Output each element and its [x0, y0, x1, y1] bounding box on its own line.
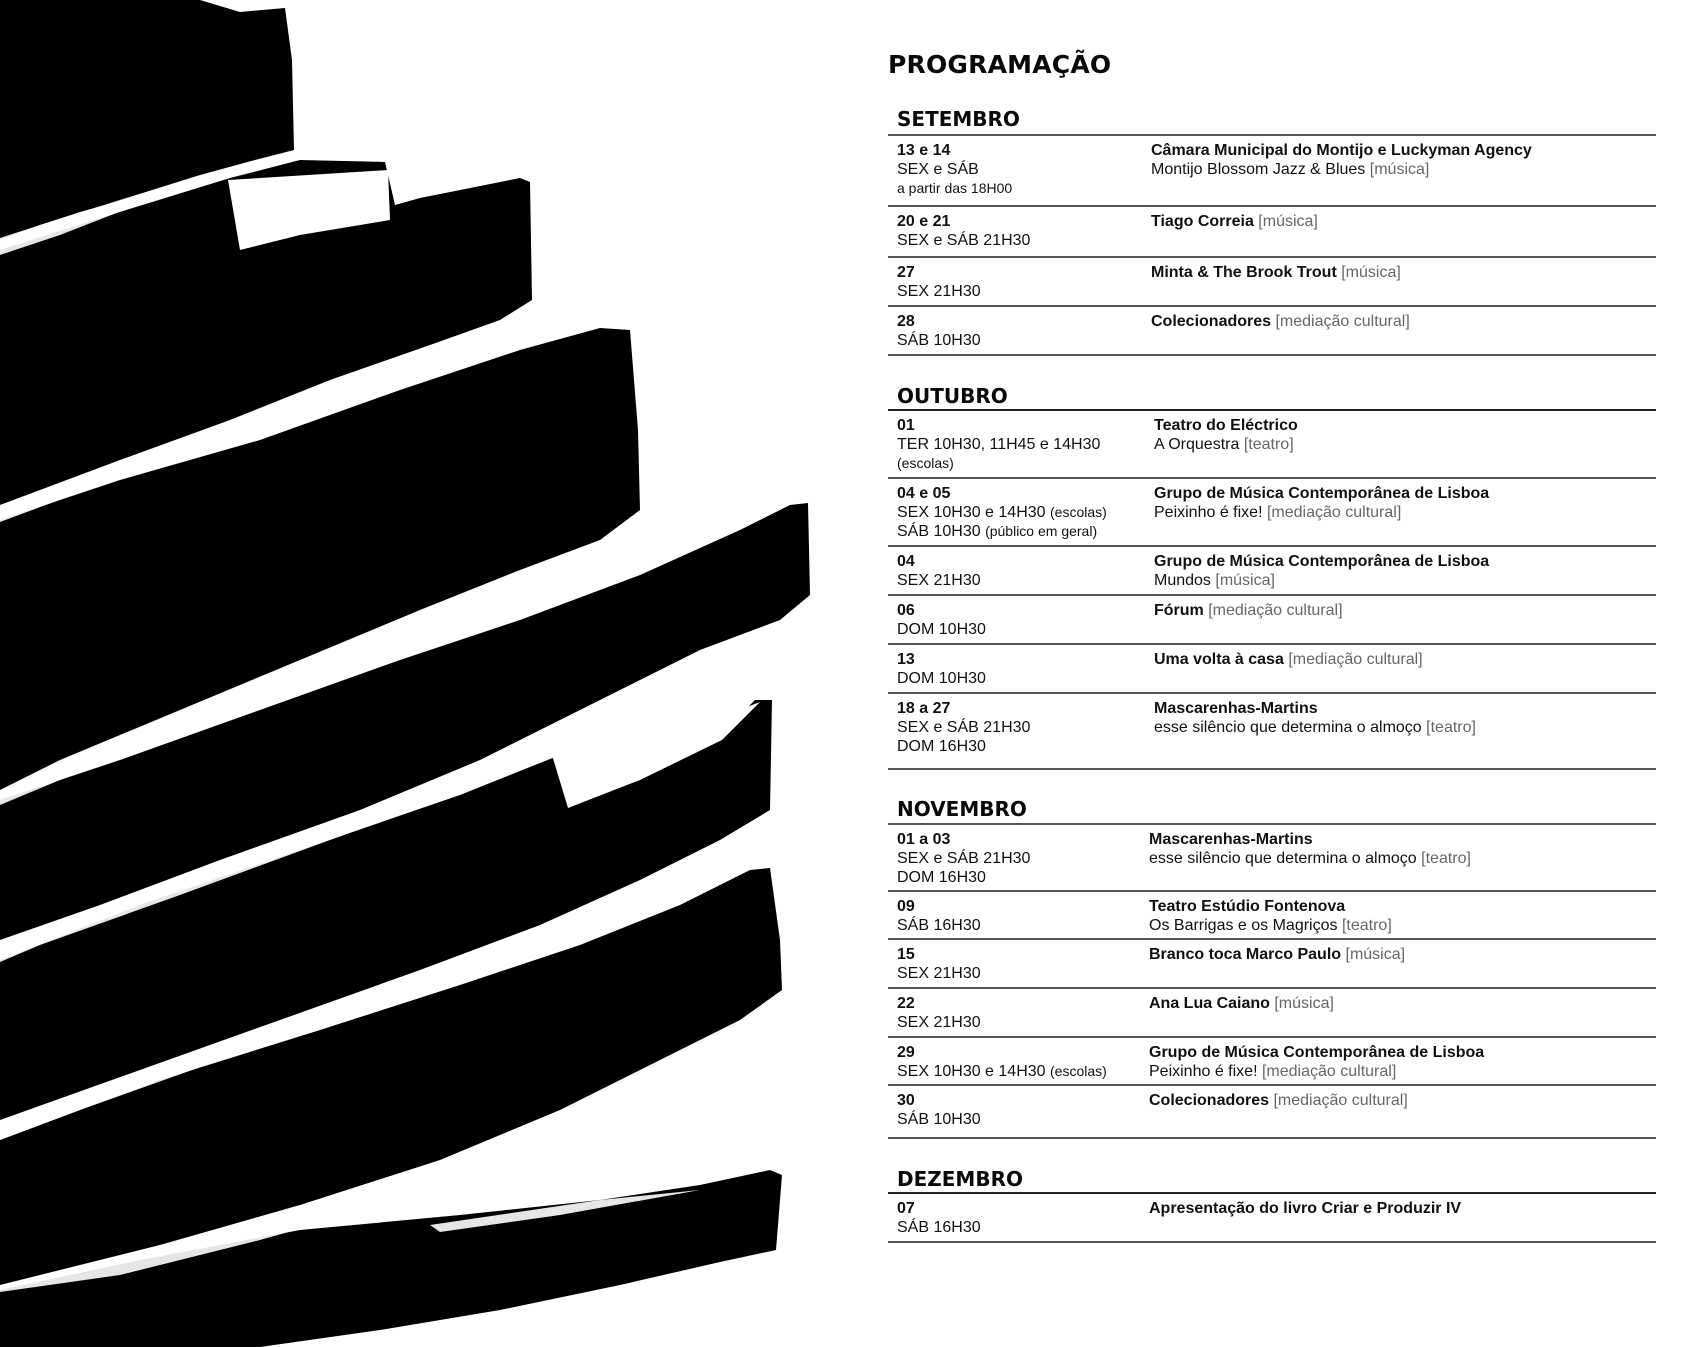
event-schedule: SEX 21H30: [897, 1014, 981, 1031]
event-category: [teatro]: [1243, 436, 1294, 453]
event-organizer: Grupo de Música Contemporânea de Lisboa: [1154, 553, 1490, 570]
month-section-dezembro: [888, 1166, 1656, 1243]
event-title: Uma volta à casa: [1154, 651, 1284, 668]
event-date: 06: [897, 602, 915, 619]
event-info-block: [1154, 650, 1654, 669]
event-schedule: SÁB 16H30: [897, 917, 981, 934]
event-date: 15: [897, 946, 915, 963]
event-row: [888, 1086, 1656, 1139]
event-category: [mediação cultural]: [1208, 602, 1343, 619]
event-info-block: [1149, 1199, 1649, 1218]
event-date: 01: [897, 417, 915, 434]
event-title: Peixinho é fixe!: [1149, 1063, 1258, 1080]
event-date-block: [897, 312, 1147, 350]
event-schedule: SEX e SÁB 21H30: [897, 232, 1031, 249]
event-organizer: Teatro Estúdio Fontenova: [1149, 898, 1346, 915]
event-info-block: [1151, 212, 1651, 231]
event-info-block: [1154, 552, 1654, 590]
event-date-block: [897, 945, 1147, 983]
event-title: Colecionadores: [1151, 313, 1272, 330]
event-row: [888, 136, 1656, 207]
event-date-block: [897, 1091, 1147, 1129]
event-title: Tiago Correia: [1151, 213, 1254, 230]
event-category: [mediação cultural]: [1288, 651, 1423, 668]
event-schedule: SÁB 10H30: [897, 1111, 981, 1128]
event-date-block: [897, 552, 1147, 590]
event-title: Mundos: [1154, 572, 1211, 589]
event-title: esse silêncio que determina o almoço: [1149, 850, 1417, 867]
event-note: (escolas): [1050, 1063, 1107, 1079]
event-category: [música]: [1274, 995, 1334, 1012]
event-date: 09: [897, 898, 915, 915]
event-schedule: SEX 21H30: [897, 572, 981, 589]
event-title: Os Barrigas e os Magriços: [1149, 917, 1338, 934]
event-date-block: [897, 141, 1147, 198]
event-date-block: [897, 212, 1147, 250]
event-organizer: Mascarenhas-Martins: [1154, 700, 1318, 717]
event-date: 20 e 21: [897, 213, 951, 230]
month-section-setembro: [888, 106, 1656, 356]
event-schedule: DOM 16H30: [897, 738, 986, 755]
event-info-block: [1154, 601, 1654, 620]
event-info-block: [1151, 312, 1651, 331]
event-category: [mediação cultural]: [1266, 504, 1402, 521]
page-title: PROGRAMAÇÃO: [888, 50, 1112, 79]
event-info-block: [1149, 994, 1649, 1013]
event-category: [música]: [1215, 572, 1275, 589]
event-organizer: Mascarenhas-Martins: [1149, 831, 1313, 848]
event-date: 22: [897, 995, 915, 1012]
event-organizer: Câmara Municipal do Montijo e Luckyman Agency: [1151, 142, 1532, 159]
event-schedule: SEX e SÁB 21H30: [897, 850, 1031, 867]
event-row: [888, 207, 1656, 258]
event-schedule: SÁB 10H30: [897, 332, 981, 349]
event-info-block: [1149, 897, 1649, 935]
event-row: [888, 258, 1656, 307]
event-title: Branco toca Marco Paulo: [1149, 946, 1342, 963]
month-title: SETEMBRO: [897, 107, 1020, 131]
event-info-block: [1154, 484, 1654, 522]
event-row: [888, 645, 1656, 694]
event-note: (público em geral): [985, 523, 1098, 539]
event-info-block: [1154, 699, 1654, 737]
event-title: Fórum: [1154, 602, 1204, 619]
month-section-novembro: [888, 796, 1656, 1139]
event-date: 07: [897, 1200, 915, 1217]
event-schedule: SEX 10H30 e 14H30: [897, 504, 1046, 521]
event-category: [teatro]: [1341, 917, 1392, 934]
event-title: Minta & The Brook Trout: [1151, 264, 1337, 281]
event-date-block: [897, 830, 1147, 887]
month-title: NOVEMBRO: [897, 797, 1027, 821]
event-row: [888, 989, 1656, 1038]
event-schedule: DOM 10H30: [897, 621, 986, 638]
event-category: [teatro]: [1426, 719, 1476, 736]
event-title: A Orquestra: [1154, 436, 1240, 453]
event-date-block: [897, 699, 1147, 756]
event-title: Colecionadores: [1149, 1092, 1270, 1109]
event-title: esse silêncio que determina o almoço: [1154, 719, 1422, 736]
event-schedule: DOM 16H30: [897, 869, 986, 886]
event-date-block: [897, 263, 1147, 301]
event-date: 27: [897, 264, 915, 281]
event-date-block: [897, 650, 1147, 688]
event-category: [mediação cultural]: [1275, 313, 1410, 330]
event-category: [música]: [1369, 161, 1430, 178]
event-row: [888, 411, 1656, 479]
event-category: [mediação cultural]: [1261, 1063, 1397, 1080]
event-row: [888, 307, 1656, 356]
event-category: [mediação cultural]: [1273, 1092, 1408, 1109]
event-schedule: SÁB 10H30: [897, 523, 981, 540]
event-info-block: [1154, 416, 1654, 454]
event-schedule: TER 10H30, 11H45 e 14H30: [897, 436, 1101, 453]
event-title: Montijo Blossom Jazz & Blues: [1151, 161, 1366, 178]
event-row: [888, 547, 1656, 596]
event-row: [888, 825, 1656, 892]
event-category: [música]: [1258, 213, 1318, 230]
event-organizer: Teatro do Eléctrico: [1154, 417, 1298, 434]
event-row: [888, 1194, 1656, 1243]
event-date: 13: [897, 651, 915, 668]
event-note: (escolas): [1050, 504, 1107, 520]
event-schedule: SEX e SÁB 21H30: [897, 719, 1031, 736]
event-date: 13 e 14: [897, 142, 951, 159]
event-date-block: [897, 601, 1147, 639]
event-row: [888, 892, 1656, 940]
event-info-block: [1149, 1091, 1649, 1110]
event-date: 01 a 03: [897, 831, 951, 848]
event-category: [música]: [1341, 264, 1401, 281]
event-organizer: Grupo de Música Contemporânea de Lisboa: [1149, 1044, 1485, 1061]
event-info-block: [1149, 830, 1649, 868]
event-schedule: SEX 21H30: [897, 283, 981, 300]
event-date-block: [897, 1199, 1147, 1237]
event-note: a partir das 18H00: [897, 180, 1013, 196]
event-row: [888, 1038, 1656, 1086]
event-schedule: DOM 10H30: [897, 670, 986, 687]
event-info-block: [1151, 141, 1651, 179]
event-info-block: [1151, 263, 1651, 282]
event-date: 04 e 05: [897, 485, 951, 502]
month-title: DEZEMBRO: [897, 1167, 1023, 1191]
event-date-block: [897, 994, 1147, 1032]
event-row: [888, 479, 1656, 547]
month-title: OUTUBRO: [897, 384, 1008, 408]
event-date: 28: [897, 313, 915, 330]
event-category: [música]: [1345, 946, 1406, 963]
month-section-outubro: [888, 383, 1656, 770]
event-date: 29: [897, 1044, 915, 1061]
event-schedule: SEX 10H30 e 14H30: [897, 1063, 1046, 1080]
event-row: [888, 940, 1656, 989]
event-info-block: [1149, 1043, 1649, 1081]
event-schedule: SEX 21H30: [897, 965, 981, 982]
event-date: 18 a 27: [897, 700, 951, 717]
event-date-block: [897, 484, 1147, 541]
event-title: Peixinho é fixe!: [1154, 504, 1263, 521]
event-title: Ana Lua Caiano: [1149, 995, 1270, 1012]
event-date-block: [897, 897, 1147, 935]
event-note: (escolas): [897, 455, 954, 471]
event-category: [teatro]: [1421, 850, 1471, 867]
event-info-block: [1149, 945, 1649, 964]
event-row: [888, 694, 1656, 770]
event-title: Apresentação do livro Criar e Produzir IV: [1149, 1200, 1462, 1217]
event-schedule: SÁB 16H30: [897, 1219, 981, 1236]
event-date-block: [897, 1043, 1147, 1081]
event-date-block: [897, 416, 1147, 473]
event-schedule: SEX e SÁB: [897, 161, 979, 178]
event-organizer: Grupo de Música Contemporânea de Lisboa: [1154, 485, 1490, 502]
event-row: [888, 596, 1656, 645]
event-date: 04: [897, 553, 915, 570]
event-date: 30: [897, 1092, 915, 1109]
